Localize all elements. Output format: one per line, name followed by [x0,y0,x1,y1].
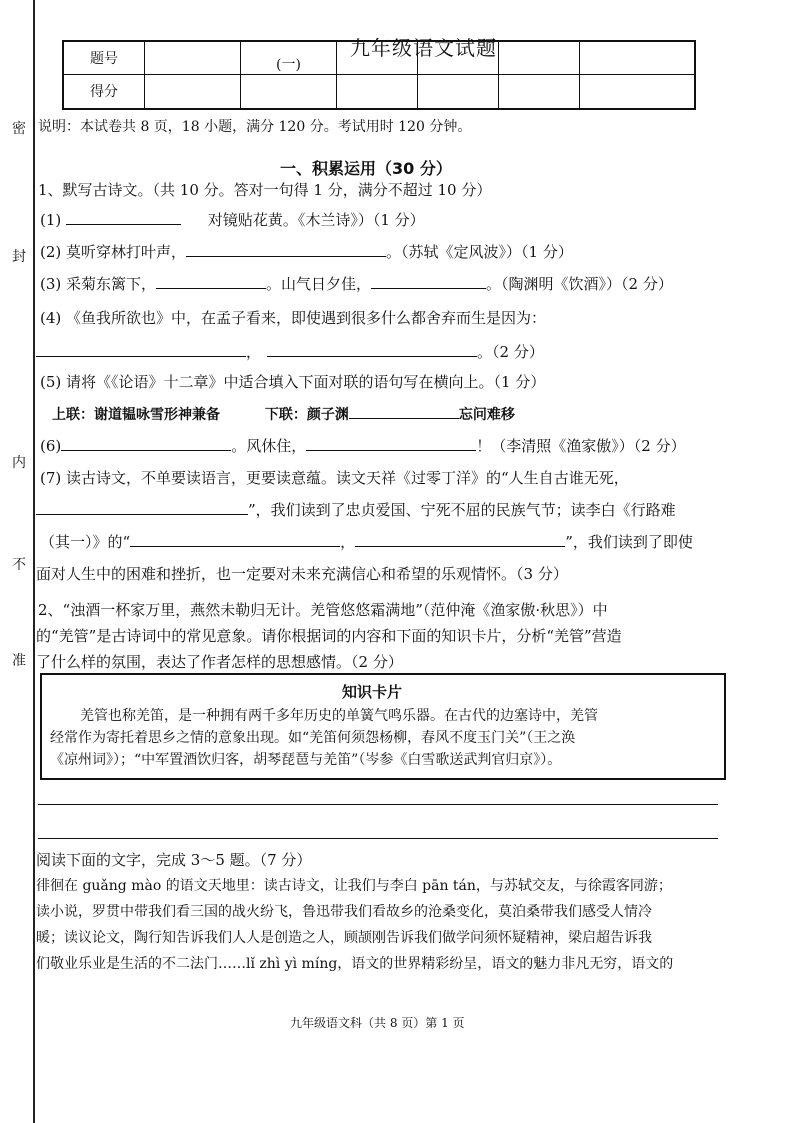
knowledge-card [40,673,726,780]
answer-blank[interactable] [61,436,231,451]
answer-blank[interactable] [36,342,246,357]
q1-item-7-line4: 面对人生中的困难和挫折，也一定要对未来充满信心和希望的乐观情怀。（3 分） [36,565,568,583]
answer-blank[interactable] [349,404,459,419]
knowledge-card-title: 知识卡片 [342,683,403,701]
knowledge-card-line: 羌管也称羌笛，是一种拥有两千多年历史的单簧气鸣乐器。在古代的边塞诗中，羌管 [80,708,598,724]
answer-blank[interactable] [306,436,476,451]
q1-item-6: (6) 。风休住， ！（李清照《渔家傲》）（2 分） [40,437,686,455]
q2-line3: 了什么样的氛围，表达了作者怎样的思想感情。（2 分） [36,653,403,671]
score-cell[interactable] [337,74,418,109]
answer-line[interactable] [38,838,718,839]
knowledge-card-line: 《凉州词》）；“中军置酒饮归客，胡琴琵琶与羌笛”（岑参《白雪歌送武判官归京》）。 [50,752,562,768]
answer-blank[interactable] [156,274,266,289]
score-row-label-number: 题号 [63,41,145,74]
score-cell[interactable] [418,74,499,109]
answer-blank[interactable] [267,342,477,357]
page-footer: 九年级语文科（共 8 页）第 1 页 [290,1016,465,1030]
q1-item-4: (4) 《鱼我所欲也》中，在孟子看来，即使遇到很多什么都舍弃而生是因为： [40,309,547,327]
score-row-label-score: 得分 [63,74,145,109]
q1-intro: 1、默写古诗文。（共 10 分。答对一句得 1 分，满分不超过 10 分） [38,181,492,199]
q1-item-4-blanks: ， 。（2 分） [36,342,544,362]
reading-line: 暖；读议论文，陶行知告诉我们人人是创造之人，顾颉刚告诉我们做学问须怀疑精神，梁启超告诉我 [36,930,652,946]
score-cell[interactable] [499,74,580,109]
side-label-zhun: 准 [12,653,26,669]
score-cell [499,41,580,74]
score-cell [145,41,241,74]
knowledge-card-line: 经常作为寄托着思乡之情的意象出现。如“羌笛何须怨杨柳，春风不度玉门关”（王之涣 [50,730,576,746]
reading-line: 们敬业乐业是生活的不二法门……lǐ zhì yì míng，语文的世界精彩纷呈，语文的魅力非凡无穷，语文的 [36,956,674,972]
section-title: 一、积累运用（30 分） [280,159,452,178]
q2-line2: 的“羌管”是古诗词中的常见意象。请你根据词的内容和下面的知识卡片，分析“羌管”营造 [36,627,622,645]
answer-line[interactable] [38,804,718,805]
score-cell [337,41,418,74]
reading-line: 读小说，罗贯中带我们看三国的战火纷飞，鲁迅带我们看故乡的沧桑变化，莫泊桑带我们感受人情冷 [36,904,652,920]
side-label-feng: 封 [12,249,26,265]
answer-blank[interactable] [36,500,248,515]
q1-item-3: (3) 采菊东篱下， 。山气日夕佳， 。（陶渊明《饮酒》）（2 分） [40,275,673,293]
answer-blank[interactable] [355,532,565,547]
page-title: 九年级语文试题 [350,36,497,60]
score-cell-col1: (一) [241,41,337,74]
answer-blank[interactable] [130,532,340,547]
answer-blank[interactable] [186,242,386,257]
q1-item-5: (5) 请将《《论语》十二章》中适合填入下面对联的语句写在横向上。（1 分） [40,373,546,391]
score-cell[interactable] [580,74,696,109]
answer-blank[interactable] [66,210,181,225]
reading-line: 徘徊在 guǎng mào 的语文天地里：读古诗文，让我们与李白 pān tán，与苏轼交友，与徐霞客同游； [36,878,672,894]
q1-item-2: (2) 莫听穿林打叶声， 。（苏轼《定风波》）（1 分） [40,243,573,261]
score-cell[interactable] [241,74,337,109]
score-table [62,40,696,110]
q1-item-7-line3: （其一）》的“ ， ”，我们读到了即使 [40,533,693,551]
reading-intro: 阅读下面的文字，完成 3～5 题。（7 分） [36,851,312,869]
score-cell [418,41,499,74]
q2-line1: 2、“浊酒一杯家万里，燕然未勒归无计。羌管悠悠霜满地”（范仲淹《渔家傲·秋思》）中 [38,601,608,619]
q1-item-7-line2: ”，我们读到了忠贞爱国、宁死不屈的民族气节；读李白《行路难 [36,500,676,520]
score-cell [580,41,696,74]
score-cell[interactable] [145,74,241,109]
binding-line [33,0,35,1123]
side-label-nei: 内 [12,455,26,471]
answer-blank[interactable] [371,274,486,289]
q1-item-1: (1) 对镜贴花黄。《木兰诗》）（1 分） [40,211,425,229]
q1-item-7-line1: (7) 读古诗文，不单要读语言，更要读意蕴。读文天祥《过零丁洋》的“人生自古谁无死， [40,469,629,487]
side-label-mi: 密 [12,121,26,137]
couplet: 上联：谢道韫咏雪形神兼备 下联：颜子渊 忘问难移 [52,404,515,425]
instructions: 说明：本试卷共 8 页，18 小题，满分 120 分。考试用时 120 分钟。 [38,119,472,135]
side-label-bu: 不 [12,557,26,573]
